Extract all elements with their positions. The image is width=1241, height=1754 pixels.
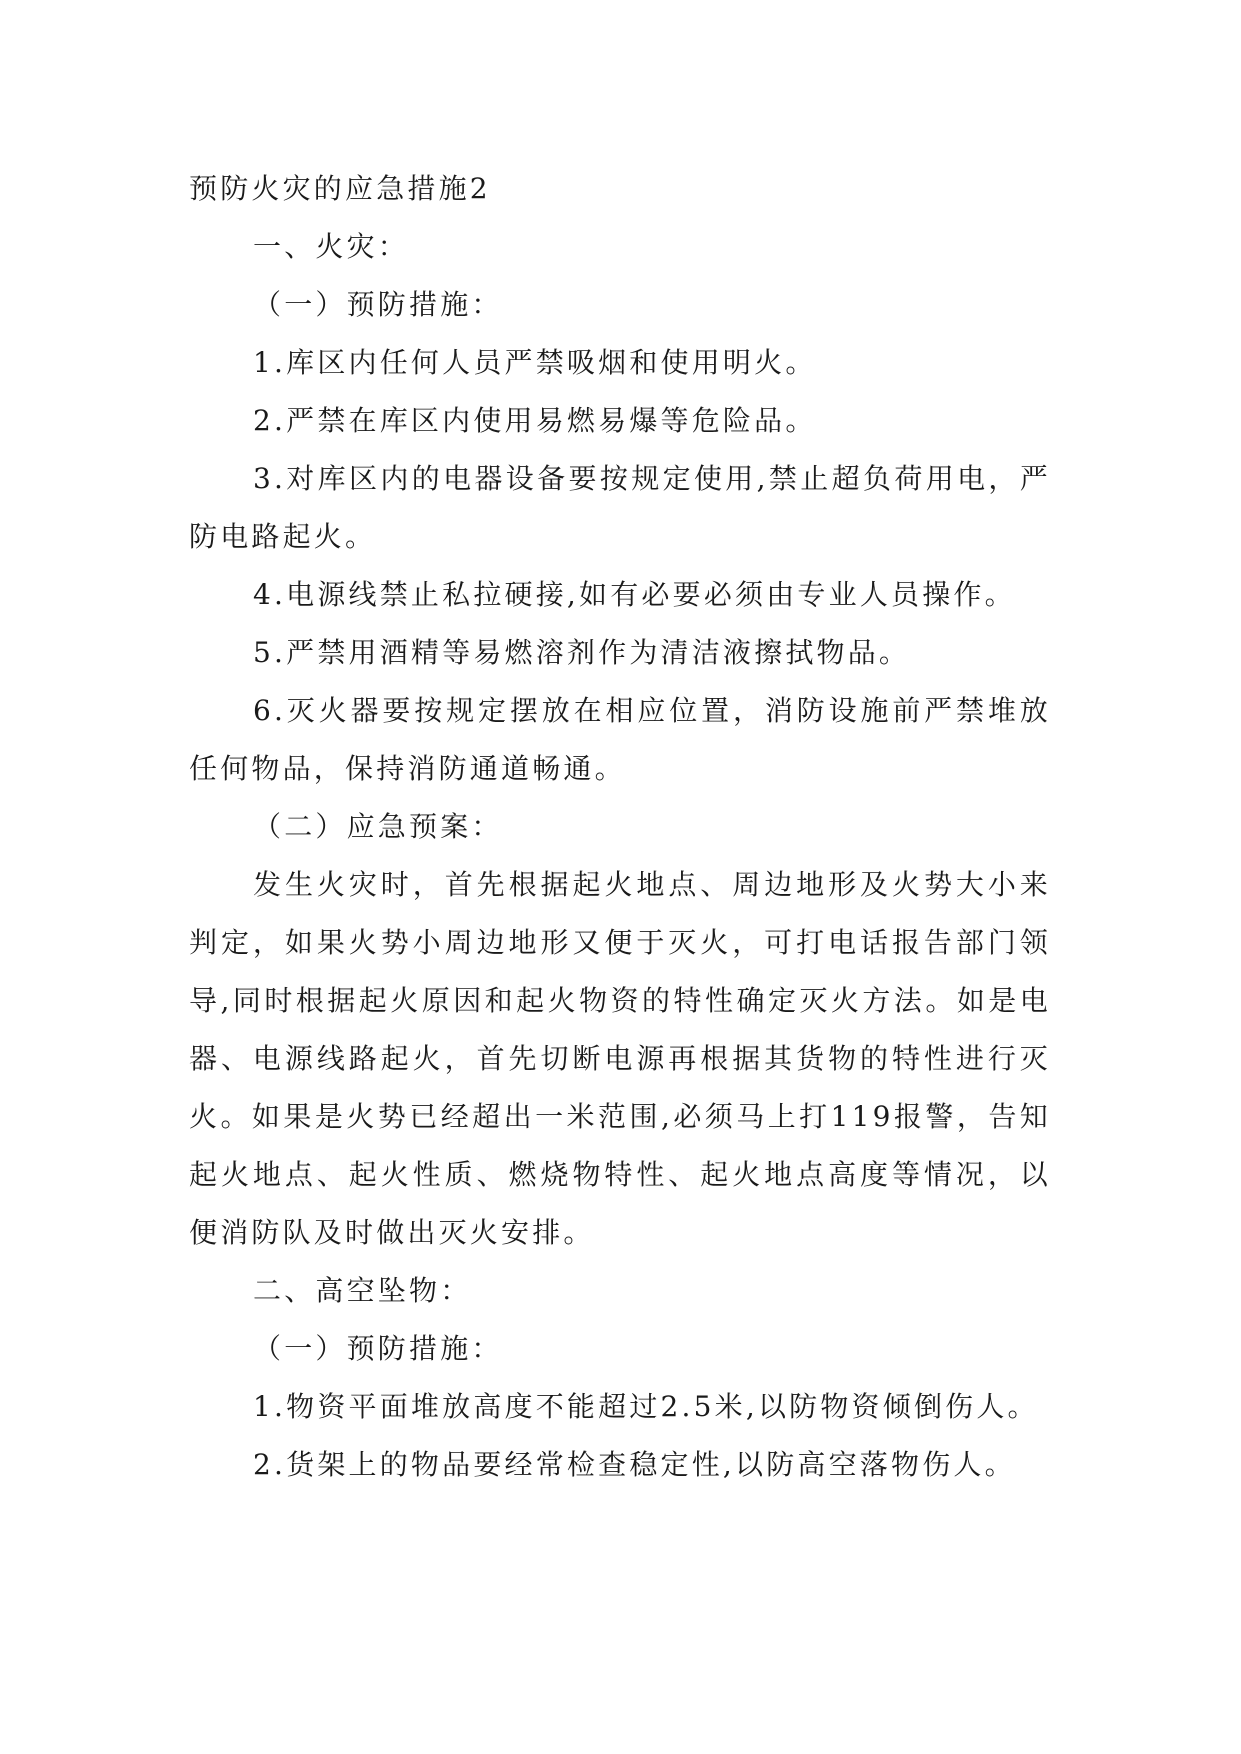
section-heading-fire: 一、火灾： [253, 230, 410, 263]
subsection-heading-prevention: （一）预防措施： [253, 288, 503, 321]
paragraph-item-2: 2.严禁在库区内使用易燃易爆等危险品。 [253, 404, 817, 437]
paragraph-item-3: 3.对库区内的电器设备要按规定使用,禁止超负荷用电，严防电路起火。 [189, 462, 1051, 553]
document-body [189, 160, 1051, 1494]
paragraph-item-4: 4.电源线禁止私拉硬接,如有必要必须由专业人员操作。 [253, 578, 1016, 611]
paragraph-item-2-falling: 2.货架上的物品要经常检查稳定性,以防高空落物伤人。 [253, 1448, 1016, 1481]
subsection-heading-prevention-2: （一）预防措施： [253, 1332, 503, 1365]
paragraph-emergency-plan: 发生火灾时，首先根据起火地点、周边地形及火势大小来判定，如果火势小周边地形又便于灭火，可打电话报告部门领导,同时根据起火原因和起火物资的特性确定灭火方法。如是电器、电源线路起火，首先切断电源再根据其货物的特性进行灭火。如果是火势已经超出一米范围,必须马上打119报警，告知起火地点、起火性质、燃烧物特性、起火地点高度等情况，以便消防队及时做出灭火安排。 [189, 868, 1051, 1249]
paragraph-item-6: 6.灭火器要按规定摆放在相应位置，消防设施前严禁堆放任何物品，保持消防通道畅通。 [189, 694, 1051, 785]
paragraph-item-1: 1.库区内任何人员严禁吸烟和使用明火。 [253, 346, 817, 379]
document-title: 预防火灾的应急措施2 [189, 172, 491, 205]
section-heading-falling-objects: 二、高空坠物： [253, 1274, 472, 1307]
paragraph-item-5: 5.严禁用酒精等易燃溶剂作为清洁液擦拭物品。 [253, 636, 911, 669]
subsection-heading-emergency-plan: （二）应急预案： [253, 810, 503, 843]
paragraph-item-1-falling: 1.物资平面堆放高度不能超过2.5米,以防物资倾倒伤人。 [253, 1390, 1039, 1423]
